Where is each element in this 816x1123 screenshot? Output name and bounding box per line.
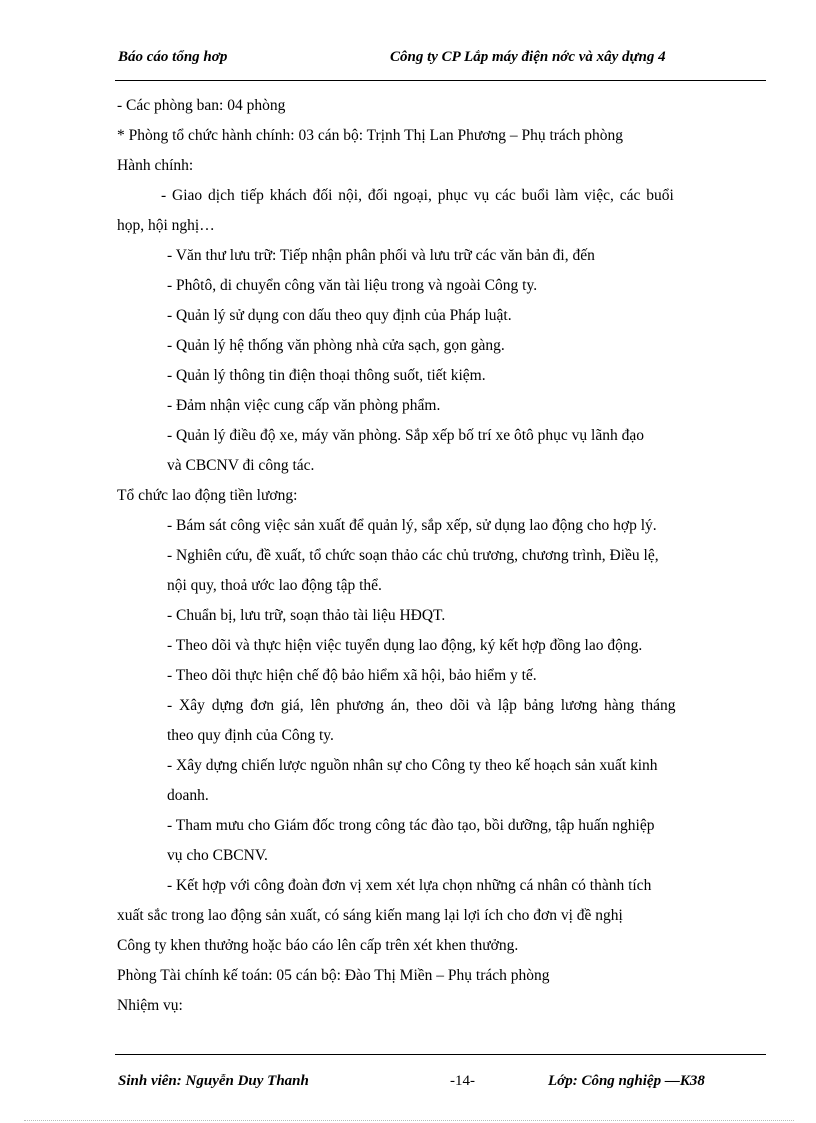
list-item: - Đảm nhận việc cung cấp văn phòng phẩm.	[167, 397, 441, 414]
list-item: theo quy định của Công ty.	[167, 727, 334, 744]
paragraph-line: họp, hội nghị…	[117, 217, 215, 234]
list-item: - Tham mưu cho Giám đốc trong công tác đào tạo, bồi dưỡng, tập huấn nghiệp	[167, 817, 655, 834]
header-company-name: Công ty CP Lắp máy điện nớc và xây dựng 4	[390, 49, 666, 65]
paragraph-line: - Các phòng ban: 04 phòng	[117, 97, 286, 114]
list-item: - Văn thư lưu trữ: Tiếp nhận phân phối và lưu trữ các văn bản đi, đến	[167, 247, 595, 264]
page-number: -14-	[450, 1073, 475, 1089]
list-item: - Theo dõi thực hiện chế độ bảo hiểm xã hội, bảo hiểm y tế.	[167, 667, 537, 684]
footer-class: Lớp: Công nghiệp —K38	[548, 1073, 705, 1089]
list-item: - Chuẩn bị, lưu trữ, soạn thảo tài liệu HĐQT.	[167, 607, 446, 624]
list-item: - Kết hợp với công đoàn đơn vị xem xét lựa chọn những cá nhân có thành tích	[167, 877, 652, 894]
list-item: - Xây dựng đơn giá, lên phương án, theo dõi và lập bảng lương hàng tháng	[167, 697, 676, 714]
page-footer	[118, 1070, 764, 1094]
header-report-title: Báo cáo tổng hơp	[118, 49, 228, 65]
section-heading: Phòng Tài chính kế toán: 05 cán bộ: Đào Thị Miền – Phụ trách phòng	[117, 967, 550, 984]
list-item: và CBCNV đi công tác.	[167, 457, 315, 474]
footer-divider	[115, 1054, 766, 1055]
paragraph-line: Công ty khen thưởng hoặc báo cáo lên cấp trên xét khen thưởng.	[117, 937, 519, 954]
list-item: - Theo dõi và thực hiện việc tuyển dụng lao động, ký kết hợp đồng lao động.	[167, 637, 643, 654]
list-item: nội quy, thoả ước lao động tập thể.	[167, 577, 382, 594]
list-item: vụ cho CBCNV.	[167, 847, 268, 864]
list-item: - Phôtô, di chuyển công văn tài liệu trong và ngoài Công ty.	[167, 277, 538, 294]
list-item: - Quản lý sử dụng con dấu theo quy định của Pháp luật.	[167, 307, 512, 324]
footer-student-name: Sinh viên: Nguyễn Duy Thanh	[118, 1073, 309, 1089]
header-divider	[115, 80, 766, 81]
list-item: - Quản lý thông tin điện thoại thông suốt, tiết kiệm.	[167, 367, 486, 384]
list-item: - Xây dựng chiến lược nguồn nhân sự cho Công ty theo kế hoạch sản xuất kinh	[167, 757, 658, 774]
paragraph-line: * Phòng tổ chức hành chính: 03 cán bộ: Trịnh Thị Lan Phương – Phụ trách phòng	[117, 127, 624, 144]
list-item: doanh.	[167, 787, 209, 804]
section-heading: Tổ chức lao động tiền lương:	[117, 487, 298, 504]
paragraph-line: Nhiệm vụ:	[117, 997, 183, 1014]
page-header	[118, 46, 764, 68]
paragraph-line: Hành chính:	[117, 157, 194, 174]
list-item: - Quản lý điều độ xe, máy văn phòng. Sắp xếp bố trí xe ôtô phục vụ lãnh đạo	[167, 427, 644, 444]
list-item: - Nghiên cứu, đề xuất, tổ chức soạn thảo các chủ trương, chương trình, Điều lệ,	[167, 547, 659, 564]
page-bottom-border	[24, 1120, 794, 1121]
list-item: - Bám sát công việc sản xuất để quản lý, sắp xếp, sử dụng lao động cho hợp lý.	[167, 517, 657, 534]
list-item: - Quản lý hệ thống văn phòng nhà cửa sạch, gọn gàng.	[167, 337, 505, 354]
paragraph-line: xuất sắc trong lao động sản xuất, có sáng kiến mang lại lợi ích cho đơn vị đề nghị	[117, 907, 623, 924]
paragraph-line: - Giao dịch tiếp khách đối nội, đối ngoại, phục vụ các buổi làm việc, các buổi	[161, 187, 674, 204]
